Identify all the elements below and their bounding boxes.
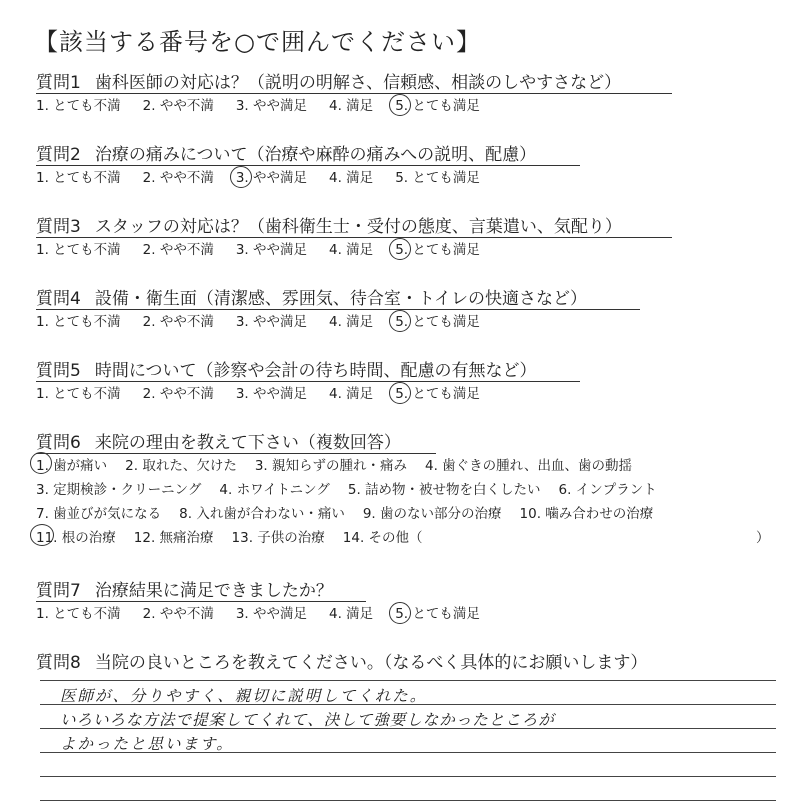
- option-5[interactable]: 5. とても満足: [395, 170, 480, 186]
- title-underline: [36, 309, 640, 310]
- reason-option[interactable]: 2. 取れた、欠けた: [125, 458, 237, 474]
- option-1[interactable]: 1. とても不満: [36, 242, 121, 258]
- question-6: [36, 432, 776, 550]
- answer-options: [36, 96, 776, 116]
- question-title: [36, 360, 776, 382]
- answer-options: [36, 384, 776, 404]
- handwritten-answer-line-1: 医師が、分りやすく、親切に説明してくれた。: [60, 687, 428, 705]
- question-number: 質問4: [36, 289, 81, 309]
- question-text: 歯科医師の対応は？（説明の明解さ、信頼感、相談のしやすさなど）: [94, 73, 622, 93]
- reason-row-2: [36, 478, 776, 502]
- question-title: [36, 652, 776, 674]
- option-3[interactable]: 3. やや満足: [235, 242, 308, 258]
- form-heading: 【該当する番号を○で囲んでください】: [34, 28, 481, 56]
- option-5[interactable]: 5. とても満足: [395, 312, 480, 332]
- question-text: 来院の理由を教えて下さい（複数回答）: [94, 433, 401, 453]
- reason-option[interactable]: 3. 親知らずの腫れ・痛み: [254, 458, 408, 474]
- question-7: [36, 580, 776, 624]
- answer-options: [36, 240, 776, 260]
- reason-row-4: [36, 526, 776, 550]
- reason-option[interactable]: 4. 歯ぐきの腫れ、出血、歯の動揺: [425, 458, 632, 474]
- question-title: [36, 432, 776, 454]
- option-3[interactable]: 3. やや満足: [236, 168, 307, 188]
- question-2: [36, 144, 776, 188]
- question-4: [36, 288, 776, 332]
- question-8: [36, 652, 776, 674]
- option-4[interactable]: 4. 満足: [329, 170, 374, 186]
- question-text: 治療の痛みについて（治療や麻酔の痛みへの説明、配慮）: [94, 145, 537, 165]
- handwritten-answer-line-3: よかったと思います。: [60, 735, 234, 753]
- other-close-paren: ）: [756, 530, 770, 546]
- reason-option[interactable]: 8. 入れ歯が合わない・痛い: [179, 506, 345, 522]
- reason-option[interactable]: 13. 子供の治療: [231, 530, 325, 546]
- answer-options: [36, 168, 776, 188]
- option-2[interactable]: 2. やや不満: [142, 98, 214, 114]
- title-underline: [36, 93, 672, 94]
- reason-option[interactable]: 1. 歯が痛い: [36, 454, 107, 478]
- reason-option[interactable]: 7. 歯並びが気になる: [36, 506, 162, 522]
- question-text: スタッフの対応は？（歯科衛生士・受付の態度、言葉遣い、気配り）: [94, 217, 622, 237]
- reason-row-3: [36, 502, 776, 526]
- writing-line: [40, 800, 776, 801]
- option-2[interactable]: 2. やや不満: [142, 606, 214, 622]
- writing-line: [40, 776, 776, 777]
- option-1[interactable]: 1. とても不満: [36, 98, 121, 114]
- answer-options: [36, 312, 776, 332]
- option-5[interactable]: 5. とても満足: [395, 604, 480, 624]
- answer-options: [36, 604, 776, 624]
- question-1: [36, 72, 776, 116]
- question-3: [36, 216, 776, 260]
- option-4[interactable]: 4. 満足: [329, 242, 374, 258]
- option-5[interactable]: 5. とても満足: [395, 240, 480, 260]
- option-3[interactable]: 3. やや満足: [235, 314, 308, 330]
- reason-option-other[interactable]: 14. その他（: [342, 530, 423, 546]
- handwritten-answer-line-2: いろいろな方法で提案してくれて、決して強要しなかったところが: [60, 711, 555, 729]
- reason-option[interactable]: 3. 定期検診・クリーニング: [36, 482, 202, 498]
- question-title: [36, 288, 776, 310]
- option-3[interactable]: 3. やや満足: [235, 386, 308, 402]
- option-1[interactable]: 1. とても不満: [36, 386, 121, 402]
- option-3[interactable]: 3. やや満足: [235, 606, 308, 622]
- option-2[interactable]: 2. やや不満: [142, 242, 214, 258]
- option-5[interactable]: 5. とても満足: [395, 96, 480, 116]
- question-text: 時間について（診察や会計の待ち時間、配慮の有無など）: [94, 361, 537, 381]
- option-4[interactable]: 4. 満足: [329, 314, 374, 330]
- reason-row-1: [36, 454, 776, 478]
- option-4[interactable]: 4. 満足: [329, 98, 374, 114]
- question-number: 質問6: [36, 433, 81, 453]
- reason-option[interactable]: 5. 詰め物・被せ物を白くしたい: [347, 482, 541, 498]
- answer-circle: [30, 452, 52, 474]
- title-underline: [36, 237, 672, 238]
- question-title: [36, 580, 776, 602]
- option-4[interactable]: 4. 満足: [329, 386, 374, 402]
- question-number: 質問5: [36, 361, 81, 381]
- question-text: 当院の良いところを教えてください。（なるべく具体的にお願いします）: [94, 653, 648, 673]
- question-number: 質問8: [36, 653, 81, 673]
- option-1[interactable]: 1. とても不満: [36, 314, 121, 330]
- reason-option[interactable]: 10. 噛み合わせの治療: [519, 506, 654, 522]
- option-5[interactable]: 5. とても満足: [395, 384, 480, 404]
- question-number: 質問2: [36, 145, 81, 165]
- question-text: 治療結果に満足できましたか？: [94, 581, 333, 601]
- question-title: [36, 72, 776, 94]
- question-text: 設備・衛生面（清潔感、雰囲気、待合室・トイレの快適さなど）: [94, 289, 587, 309]
- question-title: [36, 144, 776, 166]
- question-5: [36, 360, 776, 404]
- title-underline: [36, 601, 366, 602]
- option-3[interactable]: 3. やや満足: [235, 98, 308, 114]
- option-2[interactable]: 2. やや不満: [142, 314, 214, 330]
- question-number: 質問1: [36, 73, 81, 93]
- reason-option[interactable]: 9. 歯のない部分の治療: [362, 506, 502, 522]
- title-underline: [36, 165, 580, 166]
- answer-circle: [230, 166, 252, 188]
- reason-option[interactable]: 4. ホワイトニング: [219, 482, 330, 498]
- option-4[interactable]: 4. 満足: [329, 606, 374, 622]
- question-number: 質問3: [36, 217, 81, 237]
- option-2[interactable]: 2. やや不満: [142, 170, 214, 186]
- title-underline: [36, 381, 580, 382]
- reason-option[interactable]: 12. 無痛治療: [133, 530, 214, 546]
- option-2[interactable]: 2. やや不満: [142, 386, 214, 402]
- option-1[interactable]: 1. とても不満: [36, 170, 121, 186]
- answer-circle: [30, 524, 54, 546]
- option-1[interactable]: 1. とても不満: [36, 606, 121, 622]
- reason-option[interactable]: 6. インプラント: [558, 482, 657, 498]
- question-title: [36, 216, 776, 238]
- question-number: 質問7: [36, 581, 81, 601]
- reason-option[interactable]: 11. 根の治療: [36, 526, 116, 550]
- writing-line: [40, 680, 776, 681]
